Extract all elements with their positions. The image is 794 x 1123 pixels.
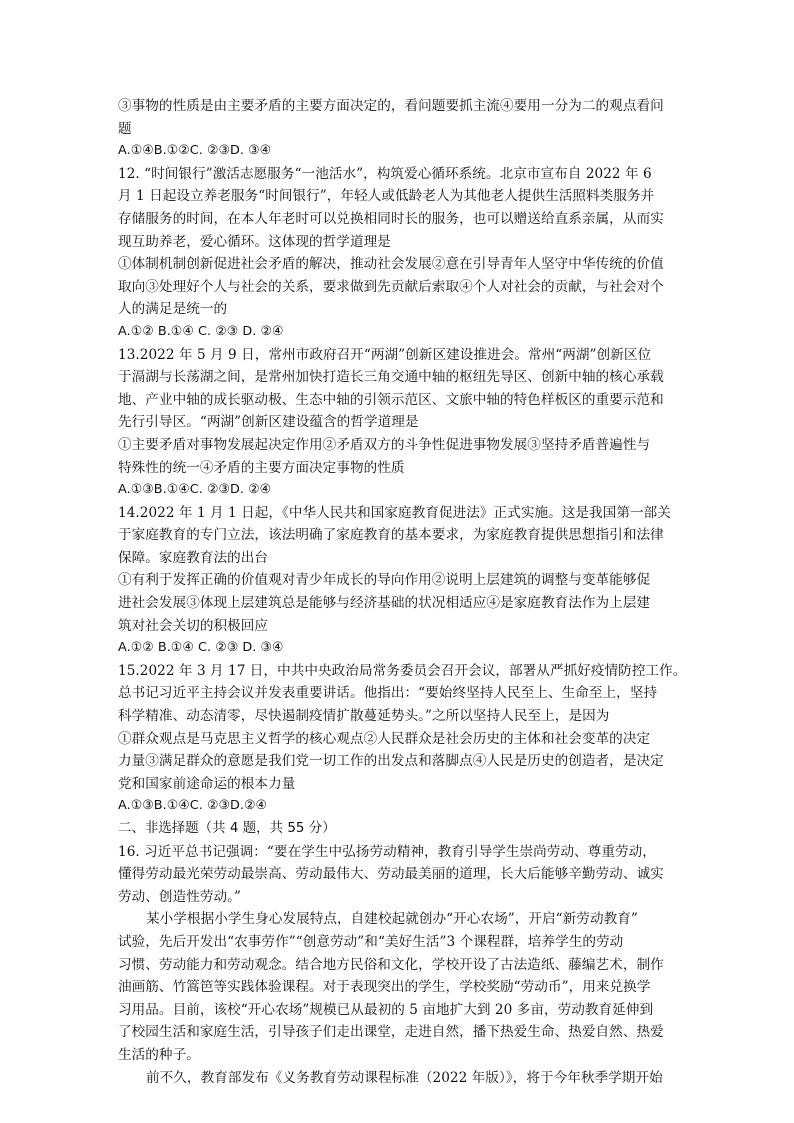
text-line: 于家庭教育的专门立法，该法明确了家庭教育的基本要求，为家庭教育提供思想指引和法律 (118, 527, 664, 544)
text-line: 先行引导区。“两湖”创新区建设蕴含的哲学道理是 (118, 414, 419, 431)
text-line: 劳动、创造性劳动。” (118, 888, 241, 905)
question-14 (118, 502, 688, 660)
question-13 (118, 344, 688, 502)
text-line: 14.2022 年 1 月 1 日起，《中华人民共和国家庭教育促进法》正式实施。这是我国第一部关 (118, 504, 671, 521)
text-line: 科学精准、动态清零，尽快遏制疫情扩散蔓延势头。”之所以坚持人民至上，是因为 (118, 708, 610, 725)
text-line: 筑对社会关切的积极回应 (118, 617, 269, 634)
answer-options: A.①④B.①②C. ②③D. ③④ (118, 143, 272, 159)
answer-options: A.①② B.①④ C. ②③ D. ③④ (118, 640, 284, 656)
text-line: 懂得劳动最光荣劳动最崇高、劳动最伟大、劳动最美丽的道理，长大后能够辛勤劳动、诚实 (118, 866, 664, 883)
text-line: 地、产业中轴的成长驱动极、生态中轴的引领示范区、文旅中轴的特色样板区的重要示范和 (118, 391, 664, 408)
text-line: ①有利于发挥正确的价值观对青少年成长的导向作用②说明上层建筑的调整与变革能够促 (118, 572, 651, 589)
text-line: 13.2022 年 5 月 9 日，常州市政府召开“两湖”创新区建设推进会。常州“两湖”创新区位 (118, 346, 652, 363)
text-line: 存储服务的时间，在本人年老时可以兑换相同时长的服务，也可以赠送给直系亲属，从而实 (118, 210, 664, 227)
text-line: 试验，先后开发出“农事劳作”“创意劳动”和“美好生活”3 个课程群，培养学生的劳动 (118, 933, 624, 950)
text-line: 总书记习近平主持会议并发表重要讲话。他指出：“要始终坚持人民至上、生命至上，坚持 (118, 685, 658, 702)
answer-options: A.①② B.①④ C. ②③ D. ②④ (118, 323, 284, 339)
question-12 (118, 163, 688, 344)
paragraph-first-line: 某小学根据小学生身心发展特点，自建校起就创办“开心农场”，开启“新劳动教育” (146, 911, 638, 928)
text-line: 题 (118, 120, 132, 137)
section-title: 二、非选择题（共 4 题，共 55 分） (118, 821, 336, 836)
text-line: 现互助养老，爱心循环。这体现的哲学道理是 (118, 233, 391, 250)
text-line: 取向③处理好个人与社会的关系，要求做到先贡献后索取④个人对社会的贡献，与社会对个 (118, 278, 664, 295)
text-line: 16. 习近平总书记强调：“要在学生中弘扬劳动精神，教育引导学生崇尚劳动、尊重劳动， (118, 843, 656, 860)
text-line: 特殊性的统一④矛盾的主要方面决定事物的性质 (118, 459, 405, 476)
text-line: ③事物的性质是由主要矛盾的主要方面决定的，看问题要抓主流④要用一分为二的观点看问 (118, 98, 664, 114)
answer-options: A.①③B.①④C. ②③D.②④ (118, 798, 268, 814)
question-16 (118, 841, 688, 1090)
question-15 (118, 660, 688, 818)
text-line: 生活的种子。 (118, 1046, 200, 1063)
paragraph-first-line: 前不久，教育部发布《义务教育劳动课程标准（2022 年版）》，将于今年秋季学期开始 (146, 1069, 663, 1086)
text-line: 于滆湖与长荡湖之间，是常州加快打造长三角交通中轴的枢纽先导区、创新中轴的核心承载 (118, 369, 664, 386)
text-line: 月 1 日起设立养老服务“时间银行”，年轻人或低龄老人为其他老人提供生活照料类服务并 (118, 188, 655, 205)
text-line: 党和国家前途命运的根本力量 (118, 775, 296, 792)
answer-options: A.①③B.①④C. ②③D. ②④ (118, 482, 272, 498)
text-line: 进社会发展③体现上层建筑总是能够与经济基础的状况相适应④是家庭教育法作为上层建 (118, 595, 651, 612)
text-line: 了校园生活和家庭生活，引导孩子们走出课堂，走进自然，播下热爱生命、热爱自然、热爱 (118, 1024, 664, 1041)
text-line: 力量③满足群众的意愿是我们党一切工作的出发点和落脚点④人民是历史的创造者，是决定 (118, 753, 664, 770)
text-line: 人的满足是统一的 (118, 301, 228, 318)
question-11-continuation (118, 95, 688, 163)
text-line: 习用品。目前，该校“开心农场”规模已从最初的 5 亩地扩大到 20 多亩，劳动教育延伸到 (118, 1001, 654, 1018)
exam-page (118, 95, 688, 1089)
text-line: 习惯、劳动能力和劳动观念。结合地方民俗和文化，学校开设了古法造纸、藤编艺术，制作 (118, 956, 664, 973)
text-line: 15.2022 年 3 月 17 日，中共中央政治局常务委员会召开会议，部署从严抓好疫情防控工作。 (118, 662, 687, 679)
text-line: 油画筋、竹篙笆等实践体验课程。对于表现突出的学生，学校奖励“劳动币”，用来兑换学 (118, 979, 651, 996)
text-line: 12. “时间银行”激活志愿服务“一池活水”，构筑爱心循环系统。北京市宣布自 2022 年 6 (118, 165, 652, 182)
text-line: ①主要矛盾对事物发展起决定作用②矛盾双方的斗争性促进事物发展③坚持矛盾普遍性与 (118, 436, 651, 453)
text-line: 保障。家庭教育法的出台 (118, 549, 269, 566)
text-line: ①群众观点是马克思主义哲学的核心观点②人民群众是社会历史的主体和社会变革的决定 (118, 730, 651, 747)
text-line: ①体制机制创新促进社会矛盾的解决，推动社会发展②意在引导青年人坚守中华传统的价值 (118, 256, 664, 273)
